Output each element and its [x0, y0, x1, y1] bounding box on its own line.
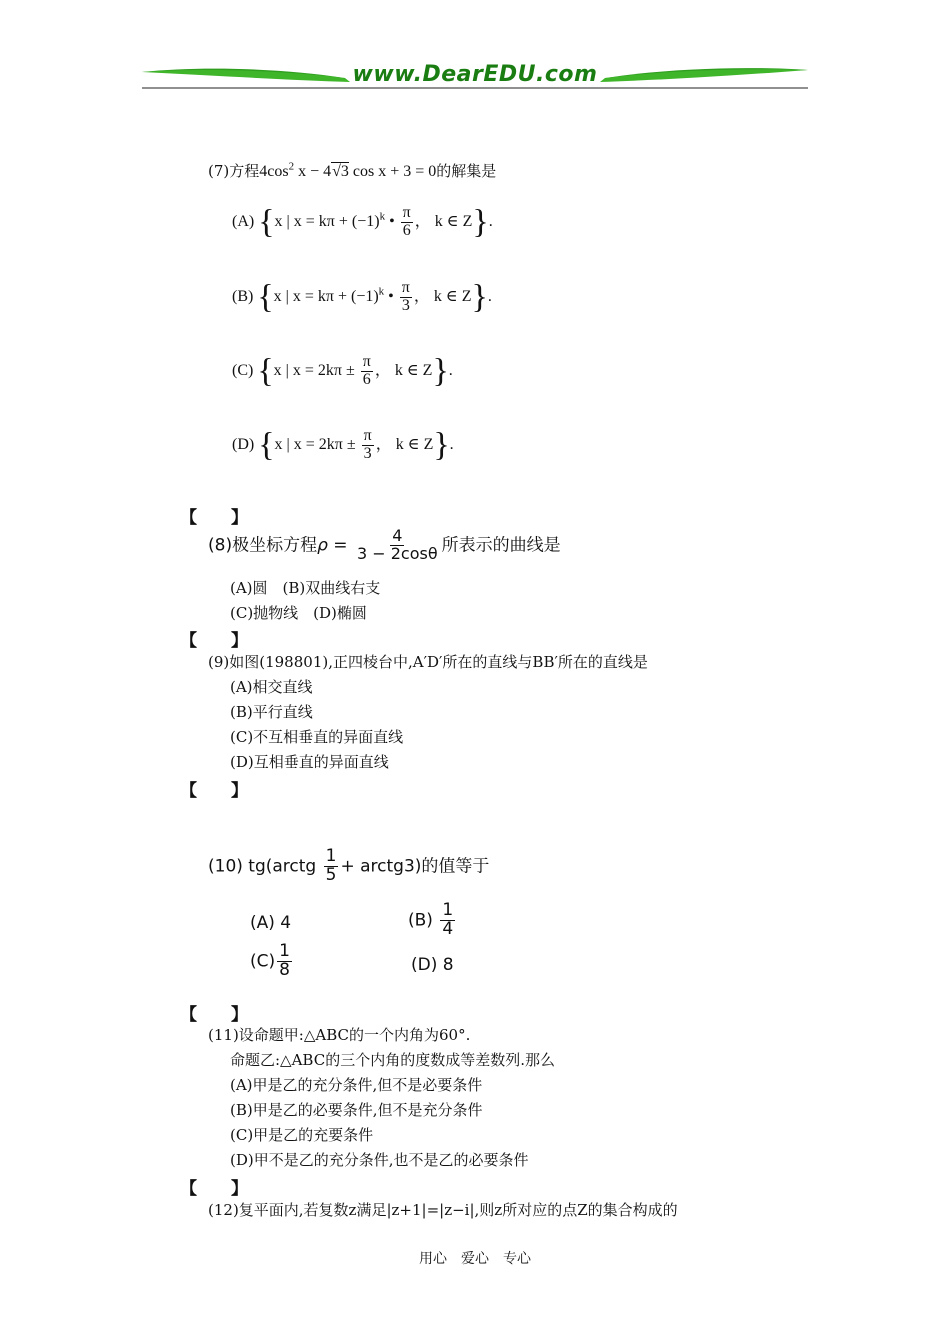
- option-label: (B): [232, 287, 254, 305]
- left-brace-icon: {: [258, 203, 275, 241]
- left-brace-icon: {: [257, 278, 274, 316]
- q11-option-b: (B)甲是乙的必要条件,但不是充分条件: [230, 1101, 483, 1119]
- left-brace-icon: {: [258, 426, 275, 464]
- answer-bracket-q7: 【 】: [180, 508, 248, 528]
- q7-option-b: (B) {x | $x = k\pi + (-1)^k$ • $\frac{\pi}{3}$ ， k ∈ Z}.: [232, 278, 492, 316]
- q9-option-b: (B)平行直线: [230, 703, 313, 721]
- q10-option-b: (B) $\frac{1}{4}$: [408, 900, 454, 939]
- q7-stem: [208, 160, 496, 181]
- q8-options-line2: (C)抛物线 (D)椭圆: [230, 604, 367, 622]
- page-footer: 用心 爱心 专心: [419, 1251, 531, 1267]
- q11-option-d: (D)甲不是乙的充分条件,也不是乙的必要条件: [230, 1151, 529, 1169]
- right-brace-icon: }: [433, 426, 450, 464]
- q8-stem: (8)极坐标方程ρ = $\frac{4}{3 - 2\cos\theta}$ 所表示的曲线是: [208, 526, 561, 563]
- q12-stem: (12)复平面内,若复数z满足|z+1|=|z−i|,则z所对应的点Z的集合构成的: [208, 1201, 678, 1219]
- q11-option-a: (A)甲是乙的充分条件,但不是必要条件: [230, 1076, 483, 1094]
- q7-option-c: (C) {x | x = 2kπ ± $\frac{\pi}{6}$ ， k ∈ Z}.: [232, 352, 453, 390]
- q10-option-d: (D) 8: [411, 955, 454, 975]
- site-logo: www.DearEDU.com: [352, 62, 598, 87]
- q11-option-c: (C)甲是乙的充要条件: [230, 1126, 374, 1144]
- answer-bracket-q11: 【 】: [180, 1179, 248, 1199]
- q7-stem-suffix: 的解集是: [436, 162, 497, 180]
- q8-options-line1: (A)圆 (B)双曲线右支: [230, 579, 381, 597]
- page-header: [140, 60, 810, 96]
- fraction: $\frac{\pi}{3}$: [363, 427, 372, 462]
- right-brace-icon: }: [472, 203, 489, 241]
- q10-stem: (10) tg(arctg $\frac{1}{5}$ + arctg3)的值等于: [208, 846, 490, 885]
- q11-line1: (11)设命题甲:△ABC的一个内角为60°.: [208, 1026, 471, 1044]
- q7-equation: $4\cos^2$ x − 4√3 cos x + 3 = 0: [259, 160, 437, 180]
- option-label: (C): [232, 361, 254, 379]
- left-brace-icon: {: [257, 352, 274, 390]
- fraction: $\frac{\pi}{6}$: [362, 353, 371, 388]
- q7-stem-prefix: (7)方程: [208, 162, 260, 180]
- right-brace-icon: }: [471, 278, 488, 316]
- q10-option-a: (A) 4: [250, 913, 292, 933]
- answer-bracket-q8: 【 】: [180, 631, 248, 651]
- q7-option-a: (A) {x | $x = k\pi + (-1)^k$ • $\frac{\pi}{6}$ ， k ∈ Z}.: [232, 203, 493, 241]
- fraction: $\frac{1}{8}$: [279, 941, 290, 980]
- answer-bracket-q10: 【 】: [180, 1005, 248, 1025]
- right-brace-icon: }: [432, 352, 449, 390]
- fraction: $\frac{4}{3 - 2\cos\theta}$: [356, 526, 438, 563]
- q7-option-d: (D) {x | x = 2kπ ± $\frac{\pi}{3}$ ， k ∈ Z}.: [232, 426, 454, 464]
- option-label: (D): [232, 435, 255, 453]
- fraction: $\frac{1}{5}$: [325, 846, 337, 885]
- q11-line2: 命题乙:△ABC的三个内角的度数成等差数列.那么: [230, 1051, 555, 1069]
- answer-bracket-q9: 【 】: [180, 781, 248, 801]
- q9-stem: (9)如图(198801),正四棱台中,A′D′所在的直线与BB′所在的直线是: [208, 653, 648, 671]
- q9-option-d: (D)互相垂直的异面直线: [230, 753, 389, 771]
- q9-option-c: (C)不互相垂直的异面直线: [230, 728, 404, 746]
- q9-option-a: (A)相交直线: [230, 678, 313, 696]
- fraction: $\frac{1}{4}$: [442, 900, 454, 939]
- fraction: $\frac{\pi}{6}$: [402, 204, 411, 239]
- option-label: (A): [232, 212, 255, 230]
- fraction: $\frac{\pi}{3}$: [401, 279, 410, 314]
- q10-option-c: (C) $\frac{1}{8}$: [250, 941, 290, 980]
